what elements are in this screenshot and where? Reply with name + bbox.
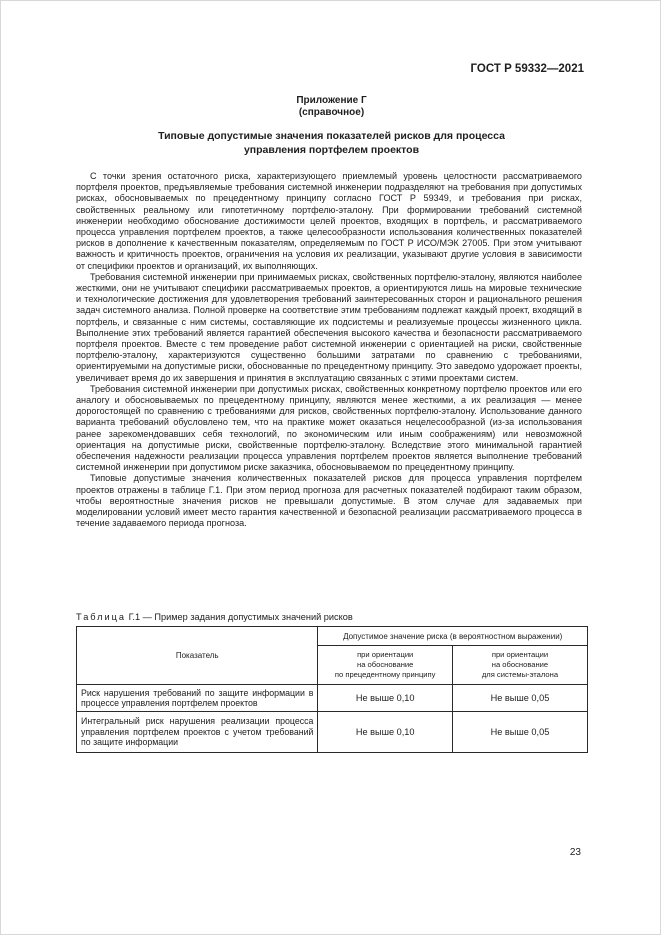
value-precedent-cell: Не выше 0,10 [318,685,453,712]
paragraph: С точки зрения остаточного риска, характеризующего приемлемый уровень целостности рассматриваемого портфеля проектов, предъявляемые требования системной инженерии подразделяют на требования при допустимых рисках, обосновываемых по прецедентному принципу согласно ГОСТ Р 59349, и требования при рисках, свойственных реальному или гипотетичному портфелю-эталону. При формировании требований системной инженерии необходимо обоснование достижимости целей проектов, входящих в портфель, и рассматриваемого процесса управления портфелем проектов, а также целесообразности использования количественных показателей рисков в дополнение к качественным показателям, определяемым по ГОСТ Р ИСО/МЭК 27005. При этом учитывают важность и критичность проектов, ограничения на условия их реализации, указывают другие условия в зависимости от специфики проектов и организаций, их выполняющих. [76,171,582,271]
risk-values-table [76,626,588,753]
header-reference-system [452,646,587,685]
header-line: на обоснование [357,660,414,669]
table-caption-label: Таблица [76,612,127,622]
value-reference-cell: Не выше 0,05 [452,685,587,712]
table-header-row [77,627,588,646]
section-heading-line-2: управления портфелем проектов [243,144,420,156]
header-line: на обоснование [491,660,549,669]
header-line: для системы-эталона [481,670,559,679]
header-acceptable-risk: Допустимое значение риска (в вероятностном выражении) [318,627,588,646]
table-row [77,712,588,753]
indicator-cell: Риск нарушения требований по защите информации в процессе управления портфелем проектов [77,685,318,712]
header-line: по прецедентному принципу [334,670,436,679]
paragraph: Требования системной инженерии при принимаемых рисках, свойственных портфелю-эталону, являются наиболее жесткими, они не учитывают специфики рассматриваемых проектов, а ориентируются лишь на мировые технические и технологические достижения для удовлетворения требований заинтересованных сторон и рационального решения задач системного анализа. Полной проверке на соответствие этим требованиям подлежат каждый проект, входящий в портфель, и связанные с ним системы, составляющие их подсистемы и реализуемые процессы жизненного цикла. Выполнение этих требований является гарантией обеспечения высокого качества и безопасности рассматриваемого портфеля проектов. Вместе с тем проведение работ системной инженерии с ориентацией на риски, свойственные портфелю-эталону, характеризуются существенно большими затратами по сравнению с требованиями, ориентируемыми на допустимые риски, обоснованные по прецедентному принципу. Это заведомо удорожает проекты, увеличивает время до их завершения и принятия в эксплуатацию связанных с этими проектами систем. [76,271,582,383]
body-text [76,171,582,530]
table-row [77,685,588,712]
value-reference-cell: Не выше 0,05 [452,712,587,753]
appendix-subtitle: (справочное) [298,107,365,118]
paragraph: Требования системной инженерии при допустимых рисках, свойственных конкретному портфелю проектов или его аналогу и обосновываемых по прецедентному принципу, являются менее жесткими, а их реализация — менее дорогостоящей по сравнению с требованиями для рисков, свойственных портфелю-эталону. Использование данного варианта требований обусловлено тем, что на практике может оказаться нецелесообразной (из-за использования ранее зарекомендовавших себя технологий, по экономическим или иным соображениям) или невозможной ориентация на допустимые риски, свойственные портфелю-эталону. Вследствие этого минимальной гарантией обеспечения надежности реализации процесса управления портфелем проектов является выполнение требований системной инженерии при допустимом риске заказчика, обосновываемом по прецедентному принципу. [76,383,582,473]
paragraph: Типовые допустимые значения количественных показателей рисков для процесса управления портфелем проектов отражены в таблице Г.1. При этом период прогноза для расчетных показателей подбирают таким образом, чтобы вероятностные значения рисков не превышали допустимые. В этом случае для задаваемых при моделировании условий имеет место гарантия качественной и безопасной реализации рассматриваемого процесса в течение задаваемого периода прогноза. [76,473,582,529]
header-line: при ориентации [357,650,414,659]
document-code: ГОСТ Р 59332—2021 [470,63,584,75]
table-caption-text: Г.1 — Пример задания допустимых значений рисков [126,612,353,622]
indicator-cell: Интегральный риск нарушения реализации процесса управления портфелем проектов с учетом требований по защите информации [77,712,318,753]
header-line: при ориентации [491,650,549,659]
section-heading-line-1: Типовые допустимые значения показателей рисков для процесса [158,130,505,142]
appendix-title: Приложение Г [296,95,367,106]
page-number: 23 [569,847,581,858]
value-precedent-cell: Не выше 0,10 [318,712,453,753]
header-precedent [318,646,453,685]
table-caption [76,611,353,623]
header-indicator: Показатель [77,627,318,685]
